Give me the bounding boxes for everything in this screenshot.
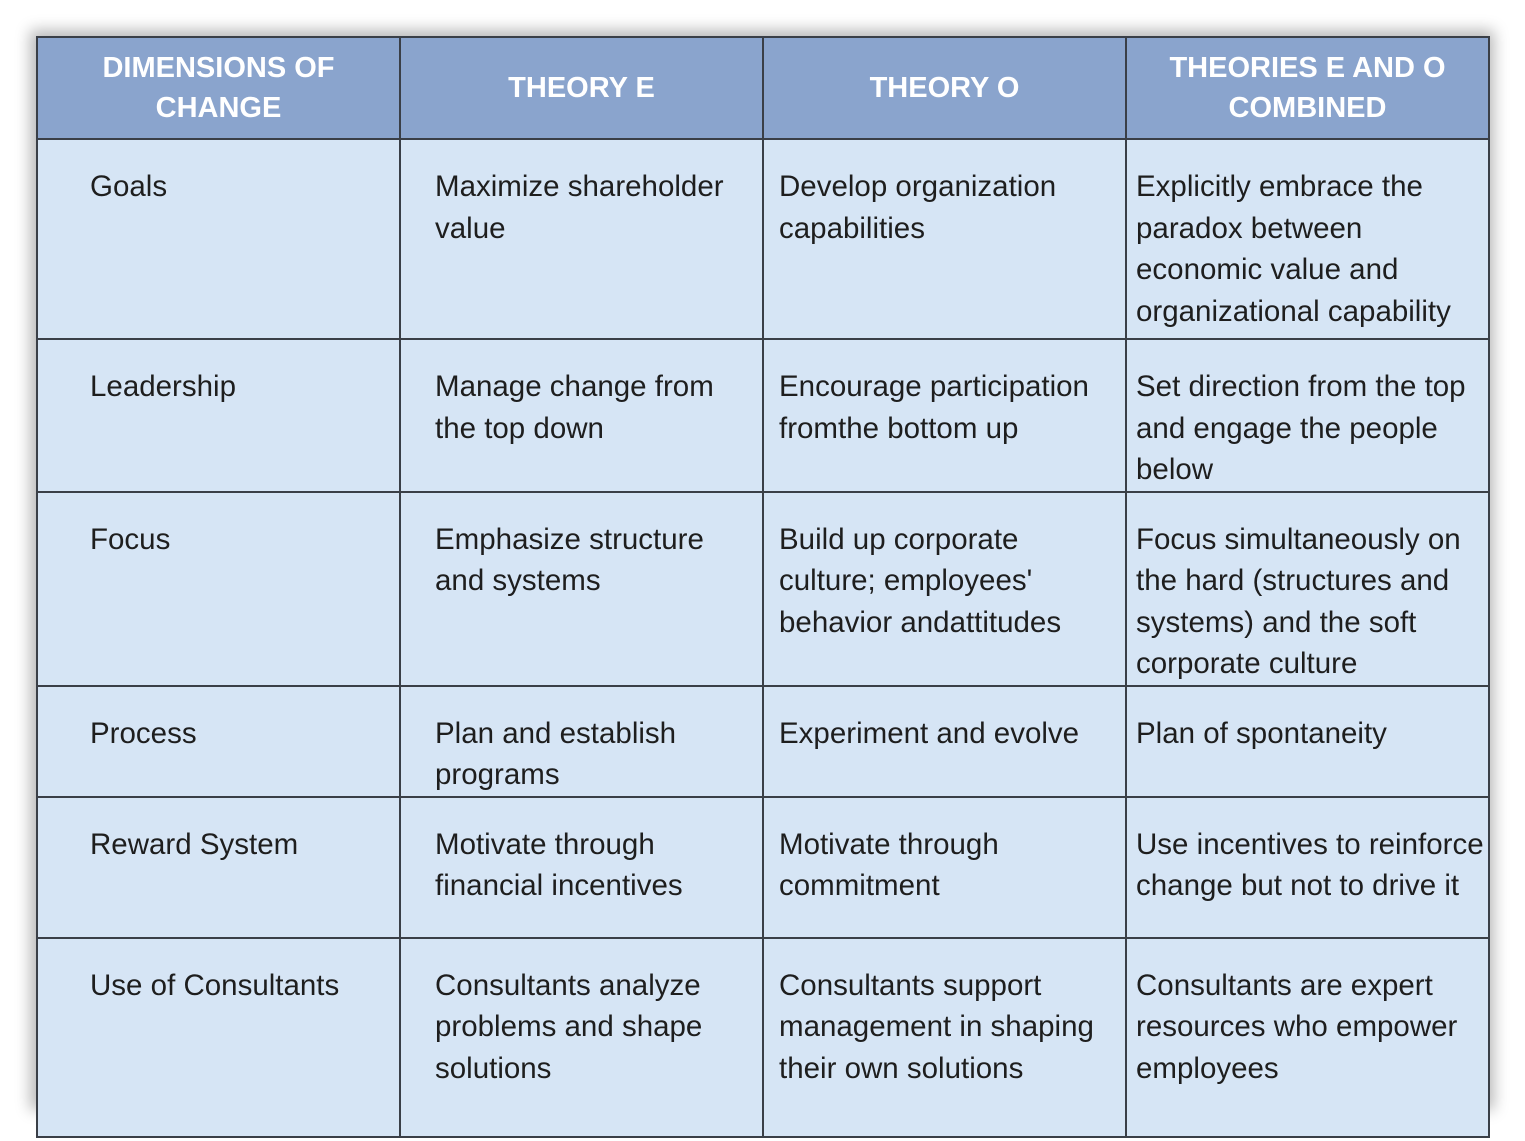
header-theories-combined: THEORIES E AND O COMBINED (1126, 37, 1489, 139)
cell-theory-e: Manage change from the top down (400, 339, 763, 492)
header-theory-e: THEORY E (400, 37, 763, 139)
header-row (37, 37, 1489, 139)
table-row (37, 139, 1489, 339)
cell-dimension: Leadership (37, 339, 400, 492)
comparison-table-container (36, 36, 1488, 1104)
cell-theory-o: Consultants support management in shaping their own solutions (763, 938, 1126, 1137)
cell-theory-o: Motivate through commitment (763, 797, 1126, 938)
cell-combined: Use incentives to reinforce change but not to drive it (1126, 797, 1489, 938)
cell-theory-e: Consultants analyze problems and shape solutions (400, 938, 763, 1137)
table-row (37, 686, 1489, 797)
cell-combined: Explicitly embrace the paradox between economic value and organizational capability (1126, 139, 1489, 339)
cell-theory-o: Develop organization capabilities (763, 139, 1126, 339)
table-row (37, 492, 1489, 686)
cell-theory-e: Maximize shareholder value (400, 139, 763, 339)
cell-combined: Focus simultaneously on the hard (structures and systems) and the soft corporate culture (1126, 492, 1489, 686)
table-body (37, 139, 1489, 1137)
cell-dimension: Use of Consultants (37, 938, 400, 1137)
cell-theory-o: Build up corporate culture; employees' behavior andattitudes (763, 492, 1126, 686)
theory-e-o-comparison-table (36, 36, 1490, 1138)
header-dimensions-of-change: DIMENSIONS OF CHANGE (37, 37, 400, 139)
cell-dimension: Reward System (37, 797, 400, 938)
cell-combined: Consultants are expert resources who empower employees (1126, 938, 1489, 1137)
cell-theory-o: Encourage participation fromthe bottom up (763, 339, 1126, 492)
cell-combined: Set direction from the top and engage the people below (1126, 339, 1489, 492)
cell-theory-e: Plan and establish programs (400, 686, 763, 797)
header-theory-o: THEORY O (763, 37, 1126, 139)
table-row (37, 938, 1489, 1137)
cell-theory-o: Experiment and evolve (763, 686, 1126, 797)
cell-combined: Plan of spontaneity (1126, 686, 1489, 797)
cell-theory-e: Motivate through financial incentives (400, 797, 763, 938)
table-row (37, 797, 1489, 938)
table-row (37, 339, 1489, 492)
cell-dimension: Process (37, 686, 400, 797)
cell-dimension: Goals (37, 139, 400, 339)
cell-theory-e: Emphasize structure and systems (400, 492, 763, 686)
cell-dimension: Focus (37, 492, 400, 686)
table-header (37, 37, 1489, 139)
